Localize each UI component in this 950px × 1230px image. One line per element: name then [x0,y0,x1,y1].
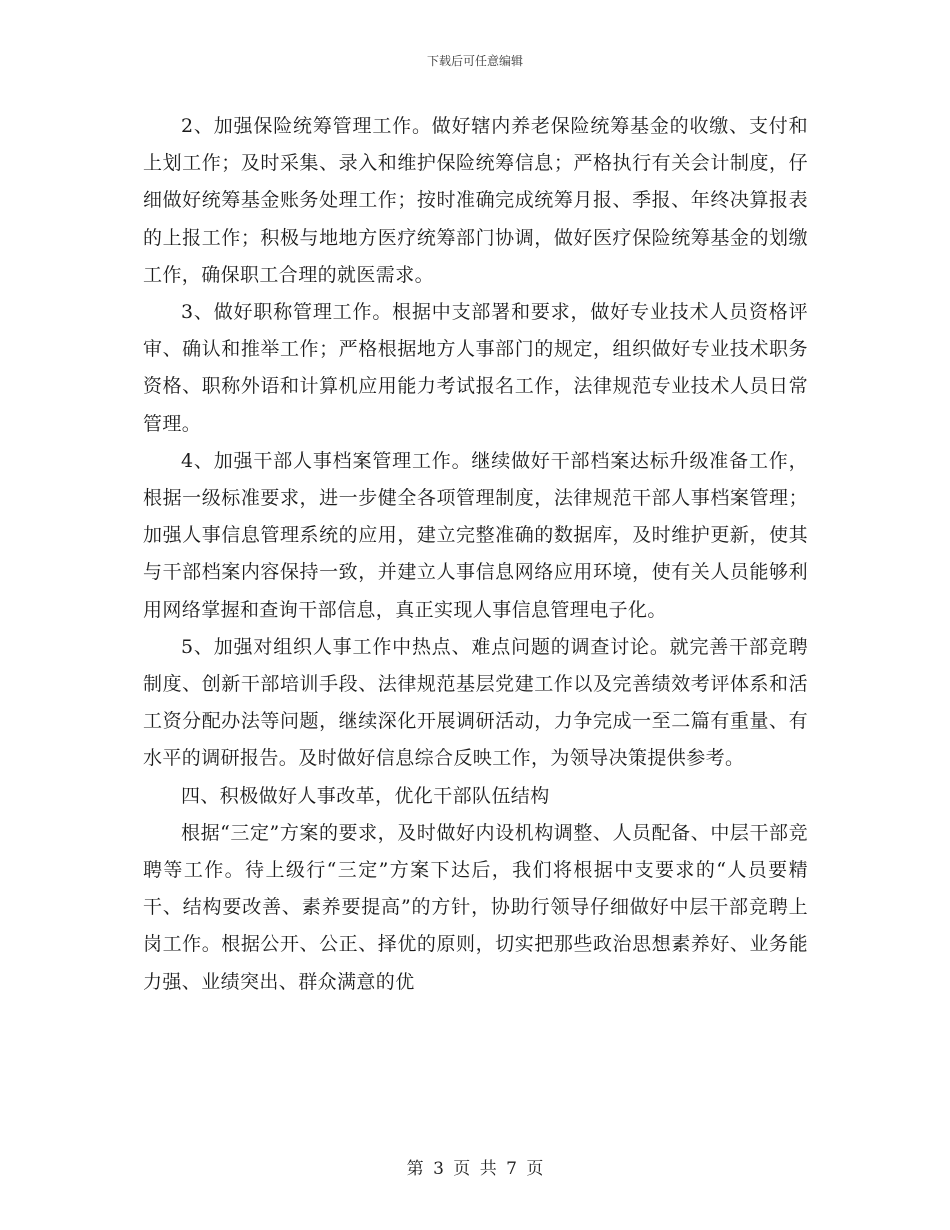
page-number: 第 3 页 共 7 页 [406,1159,544,1179]
paragraph-insurance: 2、加强保险统筹管理工作。做好辖内养老保险统筹基金的收缴、支付和上划工作；及时采集、录入和维护保险统筹信息；严格执行有关会计制度，仔细做好统筹基金账务处理工作；按时准确完成统筹月报、季报、年终决算报表的上报工作；积极与地地方医疗统筹部门协调，做好医疗保险统筹基金的划缴工作，确保职工合理的就医需求。 [143,115,808,286]
paragraph-research: 5、加强对组织人事工作中热点、难点问题的调查讨论。就完善干部竞聘制度、创新干部培训手段、法律规范基层党建工作以及完善绩效考评体系和活工资分配办法等问题，继续深化开展调研活动，力争完成一至二篇有重量、有水平的调研报告。及时做好信息综合反映工作，为领导决策提供参考。 [143,635,808,770]
document-body [143,108,808,1001]
paragraph-archive-management: 4、加强干部人事档案管理工作。继续做好干部档案达标升级准备工作，根据一级标准要求，进一步健全各项管理制度，法律规范干部人事档案管理；加强人事信息管理系统的应用，建立完整准确的数据库，及时维护更新，使其与干部档案内容保持一致，并建立人事信息网络应用环境，使有关人员能够利用网络掌握和查询干部信息，真正实现人事信息管理电子化。 [143,449,808,621]
section-heading-reform: 四、积极做好人事改革，优化干部队伍结构 [181,784,550,807]
page-header-note: 下载后可任意编辑 [426,54,523,68]
paragraph-reform: 根据“三定”方案的要求，及时做好内设机构调整、人员配备、中层干部竞聘等工作。待上级行“三定”方案下达后，我们将根据中支要求的“人员要精干、结构要改善、素养要提高”的方针，协助行领导仔细做好中层干部竞聘上岗工作。根据公开、公正、择优的原则，切实把那些政治思想素养好、业务能力强、业绩突出、群众满意的优 [143,821,808,993]
paragraph-title-management: 3、做好职称管理工作。根据中支部署和要求，做好专业技术人员资格评审、确认和推举工作；严格根据地方人事部门的规定，组织做好专业技术职务资格、职称外语和计算机应用能力考试报名工作，法律规范专业技术人员日常管理。 [143,301,808,435]
